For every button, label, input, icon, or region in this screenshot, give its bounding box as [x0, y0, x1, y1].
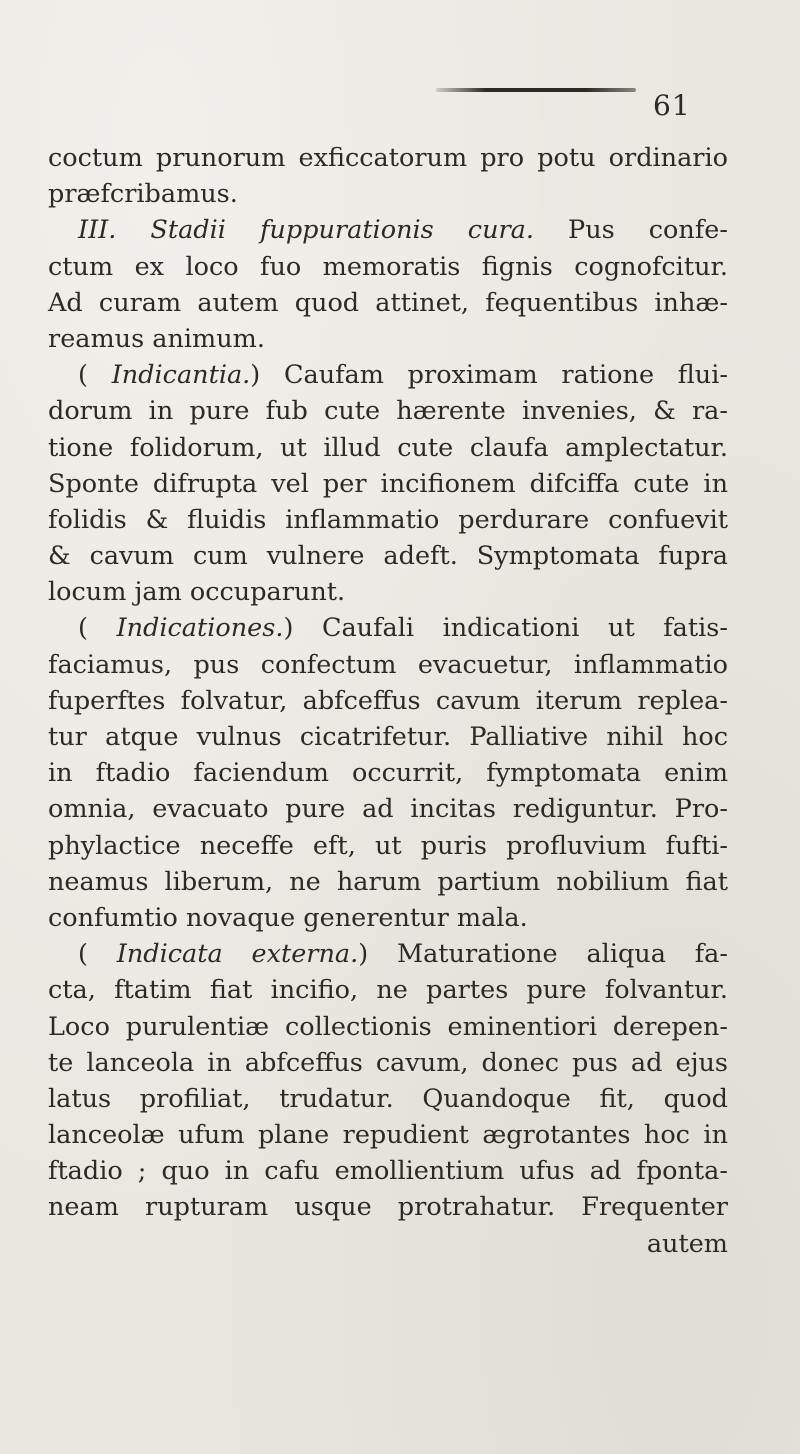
text-segment: latus profiliat, trudatur. Quandoque fit, quod: [48, 1083, 728, 1114]
text-line: [48, 791, 728, 827]
text-line: [48, 936, 728, 972]
text-segment: reamus animum.: [48, 323, 265, 354]
text-line: [48, 212, 728, 248]
text-segment: confumtio novaque generentur mala.: [48, 902, 528, 933]
page-number: 61: [653, 89, 691, 122]
italic-heading: Indicantia.: [111, 360, 251, 391]
text-segment: Ad curam autem quod attinet, fequentibus inhæ-: [48, 287, 728, 318]
text-segment: in ftadio faciendum occurrit, fymptomata enim: [48, 758, 728, 789]
text-segment: ) Caufam proximam ratione flui-: [250, 360, 728, 391]
text-segment: cta, ftatim fiat incifio, ne partes pure folvantur.: [48, 975, 728, 1006]
body-text: [48, 140, 728, 1262]
text-segment: ftadio ; quo in cafu emollientium ufus ad fponta-: [48, 1156, 728, 1187]
text-segment: te lanceola in abfceffus cavum, donec pus ad ejus: [48, 1047, 728, 1078]
text-line: [48, 719, 728, 755]
text-segment: lanceolæ ufum plane repudient ægrotantes hoc in: [48, 1120, 728, 1151]
text-segment: (: [78, 360, 112, 391]
text-line: [48, 1045, 728, 1081]
text-segment: & cavum cum vulnere adeft. Symptomata fupra: [48, 541, 728, 572]
text-segment: Loco purulentiæ collectionis eminentiori derepen-: [48, 1011, 728, 1042]
header-rule: [436, 88, 636, 92]
text-line: [48, 393, 728, 429]
text-segment: omnia, evacuato pure ad incitas rediguntur. Pro-: [48, 794, 728, 825]
text-line: [48, 430, 728, 466]
text-line: [48, 683, 728, 719]
text-line: [48, 538, 728, 574]
text-segment: ) Maturatione aliqua fa-: [358, 939, 728, 970]
text-line: [48, 574, 728, 610]
text-segment: autem: [646, 1228, 728, 1259]
text-line: [48, 140, 728, 176]
text-segment: ctum ex loco fuo memoratis fignis cognofcitur.: [48, 251, 728, 282]
text-line: [48, 828, 728, 864]
text-line: [48, 1117, 728, 1153]
text-segment: (: [78, 939, 117, 970]
text-line: [48, 610, 728, 646]
text-line: [48, 1009, 728, 1045]
text-line: [48, 176, 728, 212]
text-segment: coctum prunorum exficcatorum pro potu ordinario: [48, 143, 728, 173]
text-segment: Pus confe-: [534, 215, 728, 246]
text-segment: neam rupturam usque protrahatur. Frequenter: [48, 1192, 728, 1223]
text-line: [48, 900, 728, 936]
text-segment: tur atque vulnus cicatrifetur. Palliative nihil hoc: [48, 722, 728, 752]
text-segment: ) Caufali indicationi ut fatis-: [283, 613, 728, 644]
text-segment: tione folidorum, ut illud cute claufa amplectatur.: [48, 432, 728, 463]
text-segment: faciamus, pus confectum evacuetur, inflammatio: [48, 649, 728, 680]
text-line: [48, 864, 728, 900]
text-line: [48, 1081, 728, 1117]
italic-heading: III. Stadii fuppurationis cura.: [78, 215, 534, 246]
text-segment: neamus liberum, ne harum partium nobilium fiat: [48, 866, 728, 897]
text-segment: dorum in pure fub cute hærente invenies, & ra-: [48, 396, 728, 427]
text-line: [48, 1153, 728, 1189]
text-line: [48, 466, 728, 502]
text-line: [48, 321, 728, 357]
text-segment: fuperftes folvatur, abfceffus cavum iterum replea-: [48, 685, 728, 716]
text-segment: Sponte difrupta vel per incifionem difciffa cute in: [48, 468, 728, 499]
text-line: [48, 647, 728, 683]
text-line: [48, 972, 728, 1008]
text-segment: folidis & fluidis inflammatio perdurare confuevit: [48, 504, 728, 535]
text-segment: phylactice neceffe eft, ut puris profluvium fufti-: [48, 830, 728, 861]
text-line: [48, 1189, 728, 1225]
text-line: [48, 1226, 728, 1262]
text-line: [48, 285, 728, 321]
text-line: [48, 357, 728, 393]
italic-heading: Indicata externa.: [116, 939, 359, 970]
italic-heading: Indicationes.: [116, 613, 284, 644]
text-line: [48, 755, 728, 791]
text-line: [48, 249, 728, 285]
text-segment: præfcribamus.: [48, 179, 238, 210]
text-segment: locum jam occuparunt.: [48, 577, 346, 608]
text-line: [48, 502, 728, 538]
text-segment: (: [78, 613, 117, 644]
